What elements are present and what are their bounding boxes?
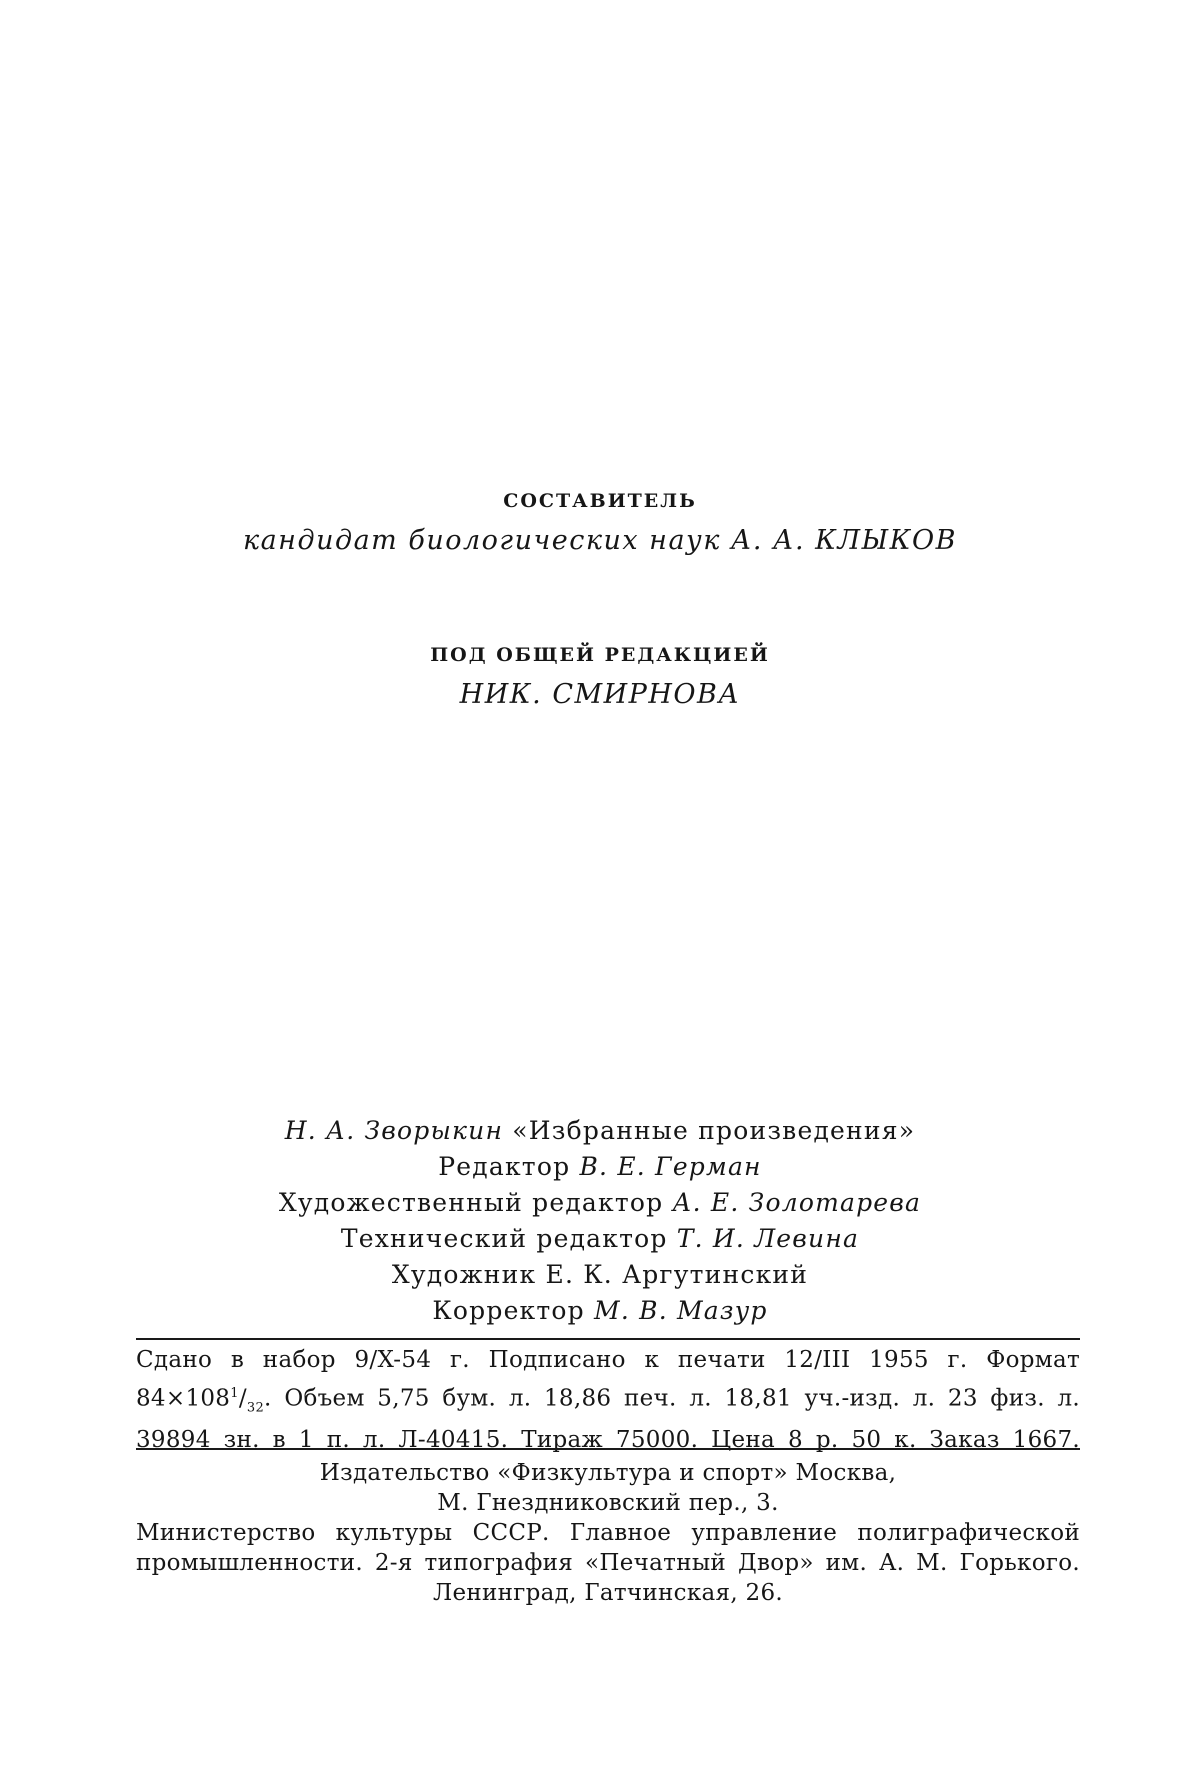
publisher-line-3: Министерство культуры СССР. Главное управление полиграфической xyxy=(136,1520,1080,1546)
publisher-line-2: М. Гнездниковский пер., 3. xyxy=(437,1490,779,1516)
credit-artist: Художник Е. К. Аргутинский xyxy=(391,1260,809,1289)
editor-label: Редактор xyxy=(438,1152,571,1181)
credit-editor xyxy=(0,1152,1200,1181)
publisher-line-1: Издательство «Физкультура и спорт» Москва, xyxy=(319,1460,897,1486)
art-editor-label: Художественный редактор xyxy=(278,1188,664,1217)
general-editor-name: НИК. СМИРНОВА xyxy=(459,679,741,710)
imprint-line-2: $84\times 108^1/_{32}$. Объем 5,75 бум. л. 18,86 печ. л. 18,81 уч.-изд. л. 23 физ. л. xyxy=(136,1385,1080,1416)
credit-proofreader xyxy=(0,1296,1200,1325)
credit-tech-editor xyxy=(0,1224,1200,1253)
art-editor-name: А. Е. Золотарева xyxy=(672,1188,922,1217)
editor-name: В. Е. Герман xyxy=(579,1152,762,1181)
divider-bottom xyxy=(136,1448,1080,1450)
tech-editor-name: Т. И. Левина xyxy=(676,1224,860,1253)
credit-book xyxy=(0,1116,1200,1145)
imprint-line-3: 39894 зн. в 1 п. л. Л-40415. Тираж 75000. Цена 8 р. 50 к. Заказ 1667. xyxy=(136,1427,1080,1454)
publisher-line-4: промышленности. 2-я типография «Печатный Двор» им. А. М. Горького. xyxy=(136,1550,1080,1576)
tech-editor-label: Технический редактор xyxy=(340,1224,668,1253)
book-title: «Избранные произведения» xyxy=(512,1116,916,1145)
format-fraction-num: 1 xyxy=(230,1386,239,1401)
credit-art-editor xyxy=(0,1188,1200,1217)
publisher-block xyxy=(136,1458,1080,1608)
book-author: Н. А. Зворыкин xyxy=(284,1116,504,1145)
compiler-name: кандидат биологических наук А. А. КЛЫКОВ xyxy=(242,525,958,556)
compiler-heading: СОСТАВИТЕЛЬ xyxy=(503,490,697,512)
proofreader-label: Корректор xyxy=(432,1296,585,1325)
imprint-line-1: Сдано в набор 9/X-54 г. Подписано к печати 12/III 1955 г. Формат xyxy=(136,1347,1080,1373)
proofreader-name: М. В. Мазур xyxy=(594,1296,768,1325)
format-size: 84×108 xyxy=(136,1385,231,1412)
imprint-block xyxy=(136,1344,1080,1457)
general-editor-heading: ПОД ОБЩЕЙ РЕДАКЦИЕЙ xyxy=(430,644,770,666)
format-fraction-den: 32 xyxy=(246,1400,265,1416)
divider-top xyxy=(136,1338,1080,1340)
publisher-line-5: Ленинград, Гатчинская, 26. xyxy=(432,1580,784,1606)
volume-info: . Объем 5,75 бум. л. 18,86 печ. л. 18,81 уч.-изд. л. 23 физ. л. xyxy=(264,1385,1080,1412)
